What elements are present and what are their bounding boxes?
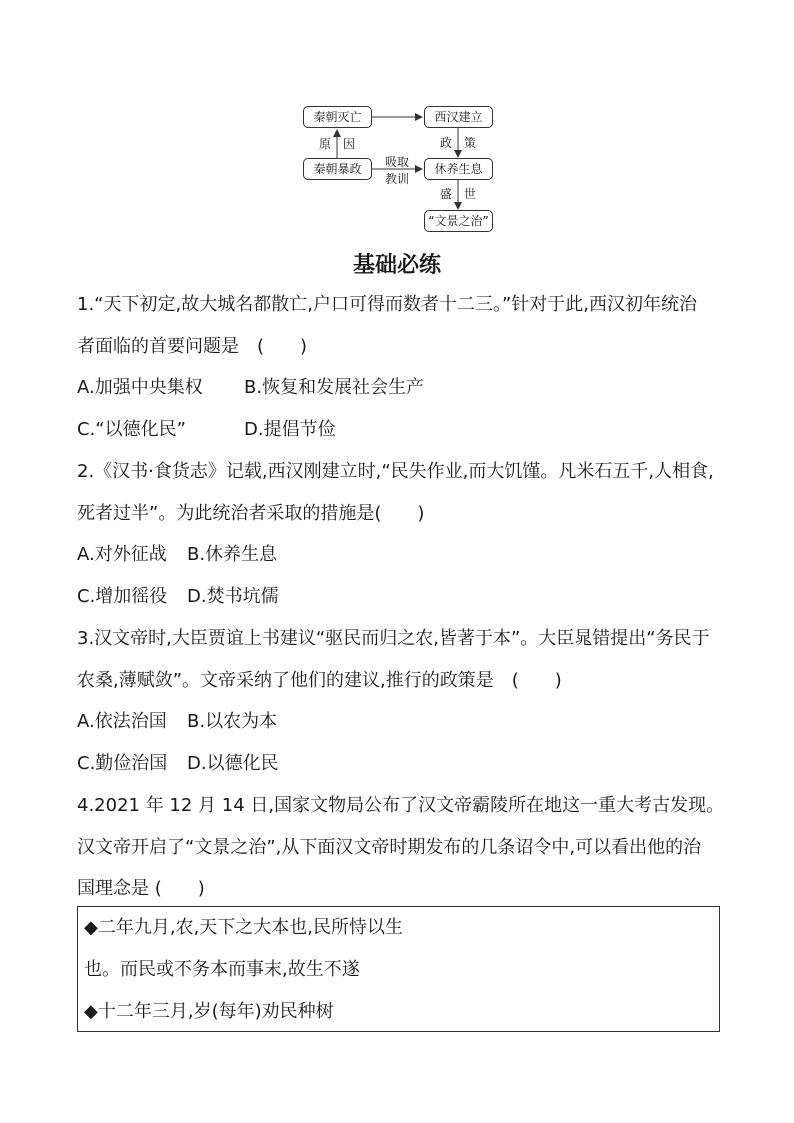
q4-stem-line1: 4.2021 年 12 月 14 日,国家文物局公布了汉文帝霸陵所在地这一重大考古发现。: [77, 795, 725, 816]
edict-line2: 也。而民或不务本而事末,故生不遂: [84, 959, 360, 980]
box-rest-recuperation: 休养生息: [424, 158, 493, 180]
label-policy-2: 策: [464, 136, 477, 150]
box-qin-fall: 秦朝灭亡: [303, 106, 372, 128]
flow-diagram: [0, 0, 794, 240]
q1-option-b: B.恢复和发展社会生产: [244, 377, 425, 398]
edict-line3: ◆十二年三月,岁(每年)劝民种树: [84, 1001, 334, 1022]
q2-stem-line1: 2.《汉书·食货志》记载,西汉刚建立时,“民失作业,而大饥馑。凡米石五千,人相食,: [77, 461, 714, 482]
q1-option-a: A.加强中央集权: [77, 377, 203, 398]
section-title: 基础必练: [352, 253, 441, 278]
q2-option-d: D.焚书坑儒: [187, 586, 279, 607]
edict-line1: ◆二年九月,农,天下之大本也,民所恃以生: [84, 917, 404, 938]
label-cause-1: 原: [319, 137, 332, 151]
q3-stem-line2: 农桑,薄赋敛”。文帝采纳了他们的建议,推行的政策是 ( ): [77, 670, 562, 691]
q4-stem-line2: 汉文帝开启了“文景之治”,从下面汉文帝时期发布的几条诏令中,可以看出他的治: [77, 837, 702, 858]
diagram-arrows: [0, 0, 794, 240]
q1-option-d: D.提倡节俭: [244, 419, 336, 440]
label-lesson-1: 吸取: [385, 155, 410, 169]
box-qin-tyranny: 秦朝暴政: [303, 158, 372, 180]
q2-option-c: C.增加徭役: [77, 586, 168, 607]
q3-option-c: C.勤俭治国: [77, 753, 168, 774]
q2-option-b: B.休养生息: [187, 544, 278, 565]
q3-option-d: D.以德化民: [187, 753, 279, 774]
q2-stem-line2: 死者过半”。为此统治者采取的措施是( ): [77, 503, 425, 524]
q1-stem-line1: 1.“天下初定,故大城名都散亡,户口可得而数者十二三。”针对于此,西汉初年统治: [77, 294, 697, 315]
label-lesson-2: 教训: [385, 172, 410, 186]
box-wenjing-rule: “文景之治”: [424, 210, 493, 232]
q1-stem-line2: 者面临的首要问题是 ( ): [77, 336, 308, 357]
label-prosper-1: 盛: [440, 187, 453, 201]
box-han-founding: 西汉建立: [424, 106, 493, 128]
q4-stem-line3: 国理念是 ( ): [77, 878, 205, 899]
q3-stem-line1: 3.汉文帝时,大臣贾谊上书建议“驱民而归之农,皆著于本”。大臣晁错提出“务民于: [77, 628, 710, 649]
q2-option-a: A.对外征战: [77, 544, 167, 565]
q1-option-c: C.“以德化民”: [77, 419, 186, 440]
label-policy-1: 政: [440, 136, 453, 150]
q3-option-b: B.以农为本: [187, 711, 278, 732]
label-cause-2: 因: [343, 137, 356, 151]
q3-option-a: A.依法治国: [77, 711, 167, 732]
edict-quote-box: [77, 906, 720, 1032]
label-prosper-2: 世: [464, 187, 477, 201]
